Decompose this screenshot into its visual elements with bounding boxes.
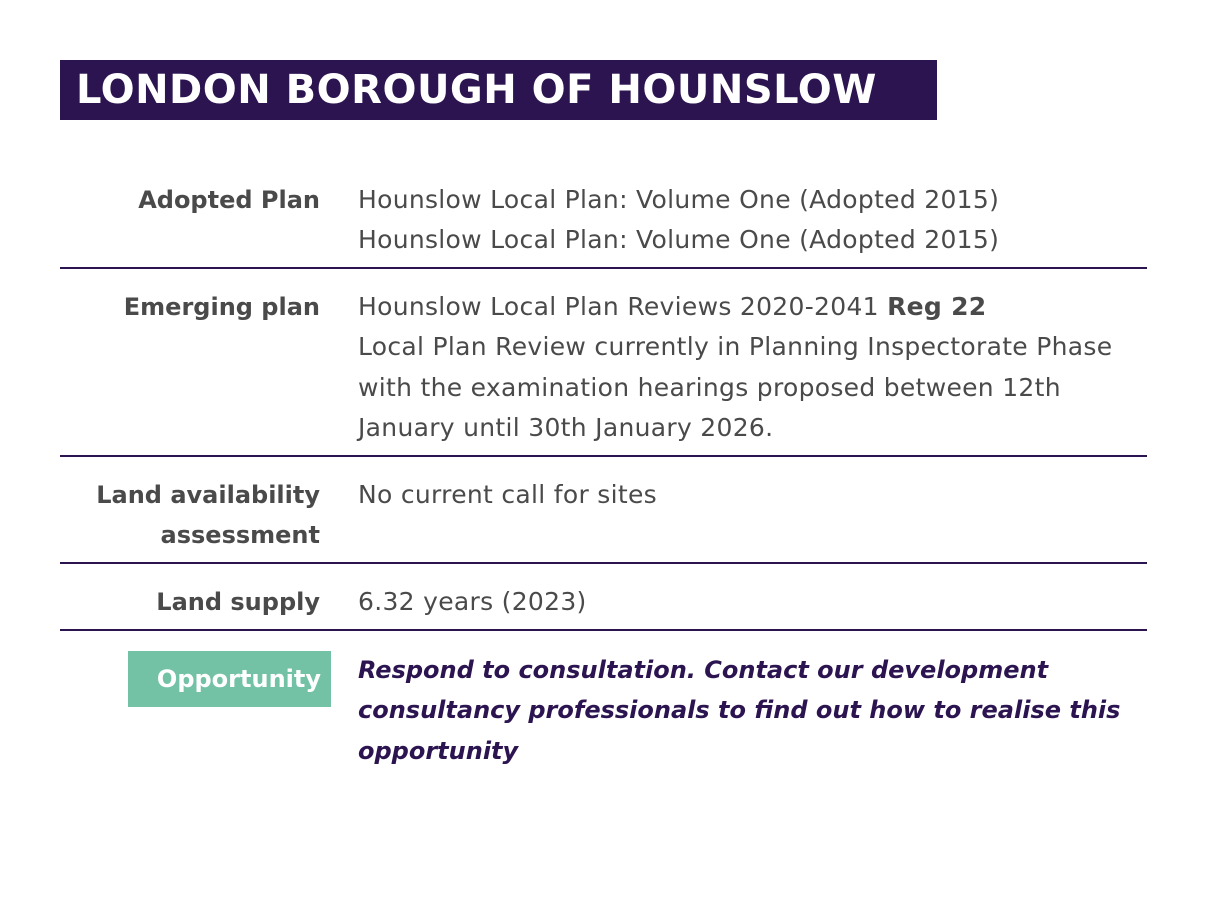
adopted-plan-line-2: Hounslow Local Plan: Volume One (Adopted 2015) <box>358 225 1000 255</box>
divider <box>60 267 1147 269</box>
emerging-plan-value <box>358 287 1118 448</box>
divider <box>60 562 1147 564</box>
land-supply-label: Land supply <box>156 588 320 616</box>
adopted-plan-label: Adopted Plan <box>138 186 320 214</box>
adopted-plan-value <box>358 180 1118 261</box>
opportunity-badge-label: Opportunity <box>156 665 321 693</box>
land-supply-value: 6.32 years (2023) <box>358 587 587 616</box>
land-availability-label-line-2: assessment <box>160 521 320 549</box>
opportunity-badge <box>128 651 331 707</box>
emerging-plan-text-start: Hounslow Local Plan Reviews 2020-2041 <box>358 292 888 321</box>
emerging-plan-text-rest: Local Plan Review currently in Planning Inspectorate Phase with the examination hearings proposed between 12th January until 30th January 2026. <box>358 332 1113 442</box>
divider <box>60 629 1147 631</box>
land-availability-value: No current call for sites <box>358 480 657 509</box>
title-bar <box>60 60 937 120</box>
land-availability-label-line-1: Land availability <box>96 481 320 509</box>
divider <box>60 455 1147 457</box>
emerging-plan-reg: Reg 22 <box>887 292 987 321</box>
adopted-plan-line-1: Hounslow Local Plan: Volume One (Adopted 2015) <box>358 185 1000 214</box>
emerging-plan-label: Emerging plan <box>123 293 320 321</box>
land-availability-label <box>96 475 320 555</box>
opportunity-text: Respond to consultation. Contact our development consultancy professionals to find out how to realise this opportunity <box>358 656 1121 765</box>
page-title: LONDON BOROUGH OF HOUNSLOW <box>76 67 877 113</box>
